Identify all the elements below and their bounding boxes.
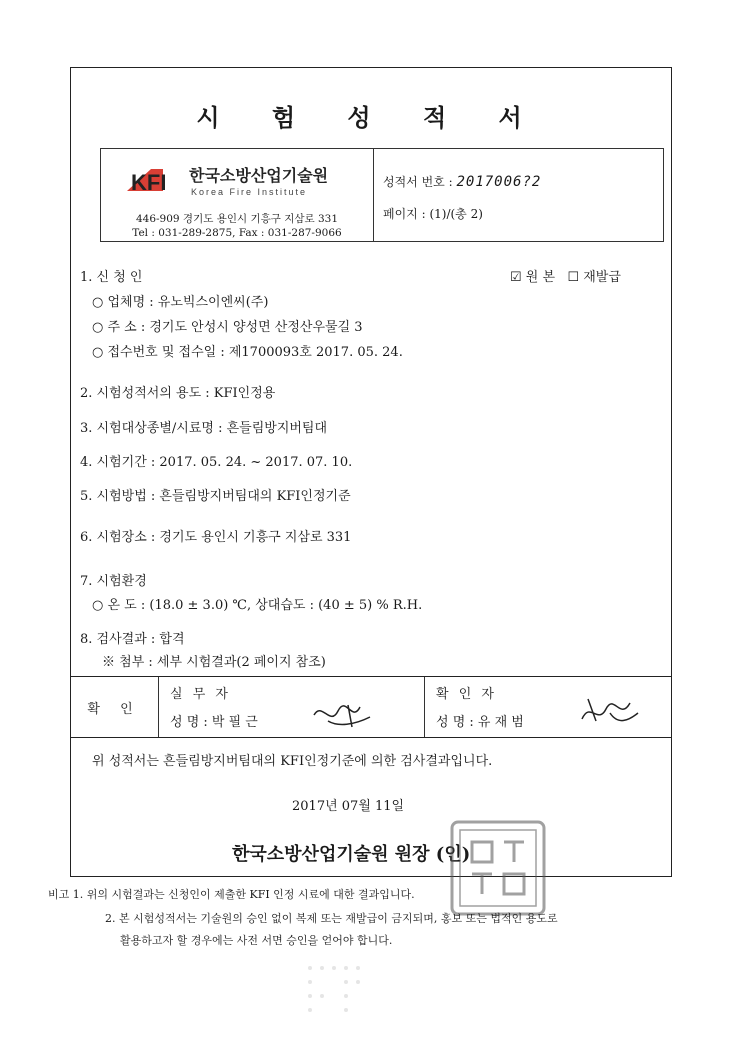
worker-title: 실 무 자 xyxy=(170,687,231,702)
note-1: 비고 1. 위의 시험결과는 신청인이 제출한 KFI 인정 시료에 대한 결과입니다. xyxy=(48,888,415,901)
logo-abbr: KFI xyxy=(131,170,167,195)
logo-name: 한국소방산업기술원 xyxy=(189,166,329,185)
institute-address: 446-909 경기도 용인시 기흥구 지삼로 331 xyxy=(135,213,339,225)
issue-date: 2017년 07월 11일 xyxy=(292,799,405,814)
kfi-logo xyxy=(121,161,361,201)
note-2: 2. 본 시험성적서는 기술원의 승인 없이 복제 또는 재발급이 금지되며, 홍보 또는 법적인 용도로 xyxy=(105,912,558,925)
institute-info xyxy=(101,149,374,241)
applicant-heading: 1. 신 청 인 xyxy=(80,270,143,285)
original-checkbox: ☑ xyxy=(510,270,522,285)
category-line: 3. 시험대상종별/시료명 : 흔들림방지버팀대 xyxy=(80,421,328,436)
reissue-label: 재발급 xyxy=(583,270,621,285)
worker-signature xyxy=(308,697,378,733)
official-seal xyxy=(448,818,548,918)
checker-name: 성 명 : 유 재 범 xyxy=(436,715,524,730)
header-box xyxy=(100,148,664,242)
note-3: 활용하고자 할 경우에는 사전 서면 승인을 얻어야 합니다. xyxy=(120,934,393,947)
environment-heading: 7. 시험환경 xyxy=(80,574,147,589)
checker-cell xyxy=(424,677,670,737)
report-number-label: 성적서 번호 : xyxy=(383,175,453,189)
watermark xyxy=(300,960,380,1020)
worker-name: 성 명 : 박 필 근 xyxy=(170,715,258,730)
page-title: 시 험 성 적 서 xyxy=(196,103,544,132)
copy-type xyxy=(510,266,621,285)
worker-cell xyxy=(158,677,425,737)
address-line: ○ 주 소 : 경기도 안성시 양성면 산정산우물길 3 xyxy=(92,320,363,335)
checker-signature xyxy=(574,691,644,731)
receipt-line: ○ 접수번호 및 접수일 : 제1700093호 2017. 05. 24. xyxy=(92,345,403,360)
original-label: 원 본 xyxy=(525,270,556,285)
page-number: 페이지 : (1)/(총 2) xyxy=(383,207,483,221)
institute-tel-fax: Tel : 031-289-2875, Fax : 031-287-9066 xyxy=(132,227,342,239)
confirmation-table xyxy=(70,676,672,738)
period-line: 4. 시험기간 : 2017. 05. 24. ~ 2017. 07. 10. xyxy=(80,455,353,470)
place-line: 6. 시험장소 : 경기도 용인시 기흥구 지삼로 331 xyxy=(80,530,352,545)
company-line: ○ 업체명 : 유노빅스이엔씨(주) xyxy=(92,295,269,310)
attachment-line: ※ 첨부 : 세부 시험결과(2 페이지 참조) xyxy=(102,655,326,670)
report-number xyxy=(383,173,541,190)
issuer: 한국소방산업기술원 원장 (인) xyxy=(232,844,471,865)
purpose-line: 2. 시험성적서의 용도 : KFI인정용 xyxy=(80,386,276,401)
method-line: 5. 시험방법 : 흔들림방지버팀대의 KFI인정기준 xyxy=(80,489,351,504)
checker-title: 확 인 자 xyxy=(436,687,497,702)
confirm-label: 확 인 xyxy=(70,677,159,737)
report-number-value: 2017006?2 xyxy=(456,174,542,190)
environment-values: ○ 온 도 : (18.0 ± 3.0) ℃, 상대습도 : (40 ± 5) % R.H. xyxy=(92,598,423,613)
result-line: 8. 검사결과 : 합격 xyxy=(80,632,185,647)
logo-en: Korea Fire Institute xyxy=(191,187,308,197)
reissue-checkbox: ☐ xyxy=(567,270,580,285)
report-info xyxy=(373,149,663,241)
statement: 위 성적서는 흔들림방지버팀대의 KFI인정기준에 의한 검사결과입니다. xyxy=(92,754,493,769)
